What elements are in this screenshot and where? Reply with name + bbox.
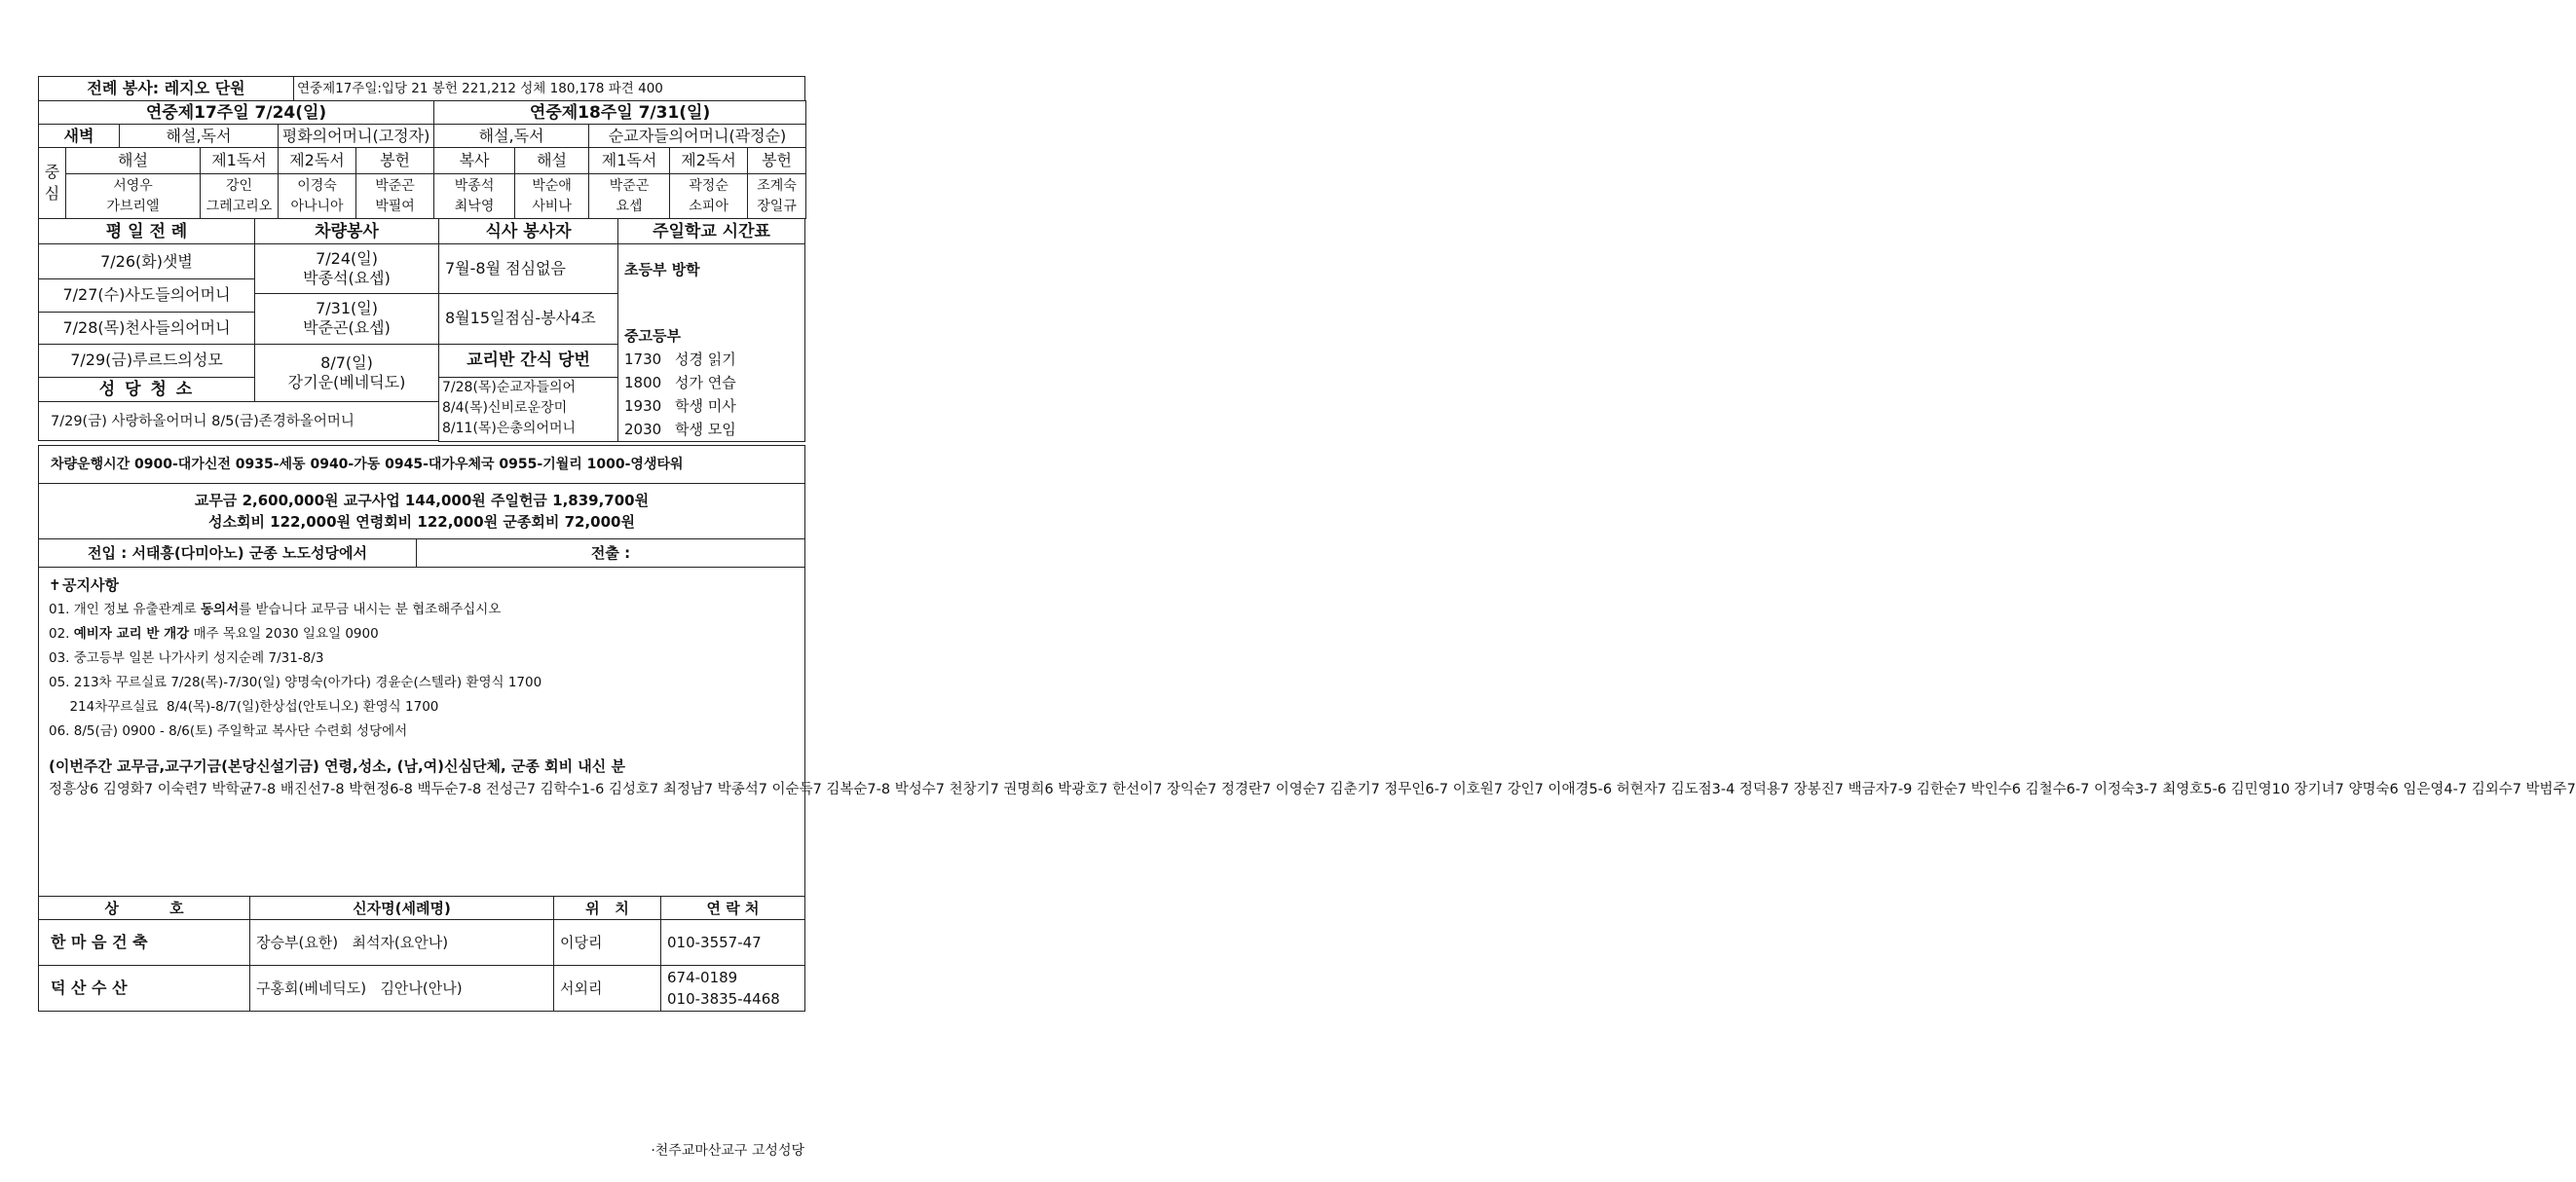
school-cell <box>618 244 805 442</box>
school-elementary: 초등부 방학 <box>624 261 700 278</box>
week1-dawn-role: 해설,독서 <box>120 125 279 148</box>
notice-item: 05. 213차 꾸르실료 7/28(목)-7/30(일) 양명숙(아가다) 경윤순(스텔라) 환영식 1700 <box>49 675 542 690</box>
role-header: 제2독서 <box>279 148 356 174</box>
week1-label: 연중제17주일 7/24(일) <box>39 101 434 125</box>
weekday-item: 7/28(목)천사들의어머니 <box>39 312 255 344</box>
notice-item: 01. 개인 정보 유출관계로 동의서를 받습니다 교무금 내시는 분 협조해주십시오 <box>49 602 502 617</box>
meal-item: 7월-8월 점심없음 <box>439 244 618 294</box>
role-header: 제1독서 <box>201 148 279 174</box>
week1-person: 박종석 최낙영 <box>434 174 515 219</box>
notice-item: 06. 8/5(금) 0900 - 8/6(토) 주일학교 복사단 수련회 성당에서 <box>49 723 408 739</box>
transfer-in: 전입 : 서태흥(다미아노) 군종 노도성당에서 <box>39 539 417 568</box>
schedule-table <box>38 218 805 442</box>
weekday-item: 7/29(금)루르드의성모 <box>39 344 255 378</box>
week1-dawn-group: 평화의어머니(고정자) <box>279 125 434 148</box>
notice-item: 214차꾸르실료 8/4(목)-8/7(일)한상섭(안토니오) 환영식 1700 <box>49 699 439 715</box>
dues-text: 정흥상6 김영화7 이숙련7 박학균7-8 배진선7-8 박현정6-8 백두순7-8 전성근7 김학수1-6 김성호7 최정남7 박종석7 이순득7 김복순7-8 박성수7 천창기7 권명희6 박광호7 한선이7 장익순7 정경란7 이영순7 김춘기7 정무인6-7 이호원7 강인7 이애경5-6 허현자7 김도점3-4 정덕용7 장봉진7 백금자7-9 김한순7 박인수6 김철수6-7 이정숙3-7 최영호5-6 김민영10 장기녀7 양명숙6 임은영4-7 김외수7 박범주7 <box>49 782 2576 797</box>
weekday-head: 평 일 전 례 <box>39 219 255 244</box>
cross-icon: ✝ <box>49 576 61 594</box>
school-middle-head: 중고등부 <box>624 327 681 345</box>
week2-person: 조계숙 장일규 <box>748 174 806 219</box>
meal-head: 식사 봉사자 <box>439 219 618 244</box>
shops-header: 위 치 <box>554 897 661 920</box>
finance-line: 성소회비 122,000원 연령회비 122,000원 군종회비 72,000원 <box>208 513 635 531</box>
notice-title: ✝공지사항 <box>49 573 795 598</box>
role-header: 해설 <box>66 148 201 174</box>
school-schedule-row: 1730 성경 읽기 <box>624 351 736 368</box>
week1-person: 강인 그레고리오 <box>201 174 279 219</box>
role-header: 제2독서 <box>670 148 748 174</box>
vehicle-item: 7/24(일) 박종석(요셉) <box>255 244 439 294</box>
weekday-item: 7/26(화)샛별 <box>39 244 255 279</box>
school-schedule-row: 1930 학생 미사 <box>624 397 736 415</box>
week1-person: 서영우 가브리엘 <box>66 174 201 219</box>
school-head: 주일학교 시간표 <box>618 219 805 244</box>
week2-person: 곽정순 소피아 <box>670 174 748 219</box>
snack-list: 7/28(목)순교자들의어 8/4(목)신비로운장미 8/11(목)은총의어머니 <box>439 378 618 442</box>
role-header: 봉헌 <box>356 148 434 174</box>
shop-contact: 674-0189 010-3835-4468 <box>661 966 805 1012</box>
transfer-out: 전출 : <box>417 539 805 568</box>
dawn-label: 새벽 <box>39 125 120 148</box>
week2-label: 연중제18주일 7/31(일) <box>434 101 806 125</box>
week1-person: 박준곤 박필여 <box>356 174 434 219</box>
liturgy-table <box>38 100 806 219</box>
week1-person: 이경숙 아나니아 <box>279 174 356 219</box>
bulletin-sheet <box>38 76 2576 1012</box>
snack-title: 교리반 간식 당번 <box>439 344 618 378</box>
shop-location: 이당리 <box>554 920 661 966</box>
header-title: 전례 봉사: 레지오 단원 <box>39 77 294 101</box>
shop-location: 서외리 <box>554 966 661 1012</box>
role-header: 해설 <box>515 148 589 174</box>
shop-contact: 010-3557-47 <box>661 920 805 966</box>
notice-item: 02. 예비자 교리 반 개강 매주 목요일 2030 일요일 0900 <box>49 626 379 642</box>
week2-dawn-role: 해설,독서 <box>434 125 589 148</box>
vehicle-item: 8/7(일) 강기운(베네딕도) <box>255 344 439 402</box>
school-schedule-row: 2030 학생 모임 <box>624 421 736 438</box>
cleaning-text: 7/29(금) 사랑하올어머니 8/5(금)존경하올어머니 <box>39 402 439 441</box>
notice-block <box>38 568 2576 897</box>
weekday-item: 7/27(수)사도들의어머니 <box>39 279 255 313</box>
finance-block <box>38 484 805 539</box>
shops-header: 신자명(세례명) <box>250 897 554 920</box>
shops-table <box>38 896 805 1012</box>
middle-label: 중 심 <box>39 148 66 219</box>
role-header: 제1독서 <box>589 148 670 174</box>
role-header: 복사 <box>434 148 515 174</box>
week2-person: 박순애 사비나 <box>515 174 589 219</box>
finance-line: 교무금 2,600,000원 교구사업 144,000원 주일헌금 1,839,700원 <box>194 492 650 509</box>
transfer-table <box>38 538 805 568</box>
meal-item: 8월15일점심-봉사4조 <box>439 293 618 344</box>
week2-person: 박준곤 요셉 <box>589 174 670 219</box>
school-schedule-row: 1800 성가 연습 <box>624 374 736 391</box>
bus-schedule: 차량운행시간 0900-대가신전 0935-세동 0940-가동 0945-대가우체국 0955-기월리 1000-영생타워 <box>38 445 805 484</box>
shop-owners: 장승부(요한) 최석자(요안나) <box>250 920 554 966</box>
cleaning-title: 성 당 청 소 <box>39 378 255 402</box>
vehicle-head: 차량봉사 <box>255 219 439 244</box>
shops-header: 상 호 <box>39 897 250 920</box>
shop-name: 한 마 음 건 축 <box>39 920 250 966</box>
footer-parish: ·천주교마산교구 고성성당 <box>651 1143 804 1159</box>
header-stats: 연중제17주일:입당 21 봉헌 221,212 성체 180,178 파견 400 <box>294 77 805 101</box>
shops-header: 연 락 처 <box>661 897 805 920</box>
dues-title: (이번주간 교무금,교구기금(본당신설기금) 연령,성소, (남,여)신심단체, 군종 회비 내신 분 <box>49 757 625 775</box>
notice-item: 03. 중고등부 일본 나가사키 성지순례 7/31-8/3 <box>49 650 324 666</box>
shop-owners: 구홍회(베네딕도) 김안나(안나) <box>250 966 554 1012</box>
vehicle-item: 7/31(일) 박준곤(요셉) <box>255 293 439 344</box>
role-header: 봉헌 <box>748 148 806 174</box>
week2-dawn-group: 순교자들의어머니(곽정순) <box>589 125 806 148</box>
shop-name: 덕 산 수 산 <box>39 966 250 1012</box>
header-table <box>38 76 805 101</box>
